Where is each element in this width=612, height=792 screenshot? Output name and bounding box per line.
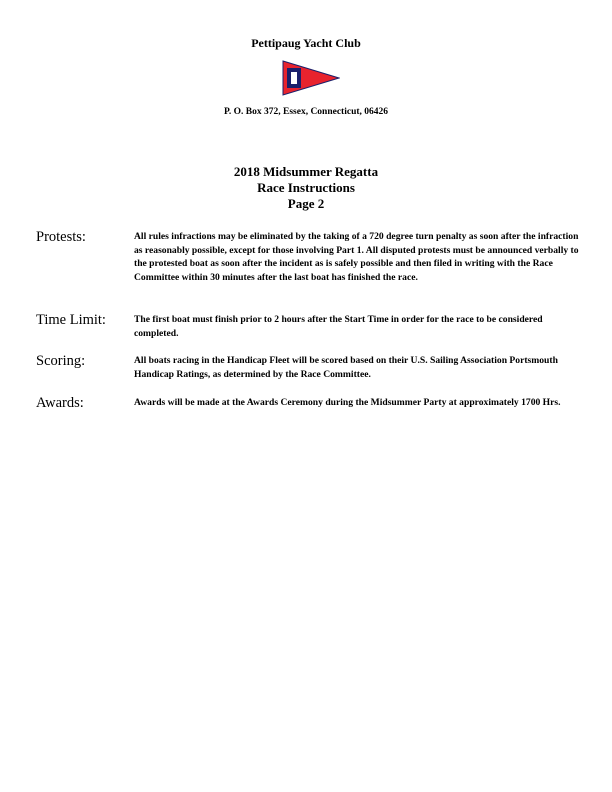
title-page-number: Page 2 [287, 196, 325, 211]
section-label: Protests: [36, 229, 86, 245]
club-name: Pettipaug Yacht Club [251, 36, 361, 50]
club-address: P. O. Box 372, Essex, Connecticut, 06426 [223, 107, 389, 117]
section-text: All boats racing in the Handicap Fleet will be scored based on their U.S. Sailing Association Portsmouth Handicap Ratings, as determined by the Race Committee. [134, 355, 558, 380]
section-label: Time Limit: [36, 312, 106, 328]
section-label: Scoring: [36, 353, 86, 369]
title-event: 2018 Midsummer Regatta [233, 164, 379, 179]
section-text: Awards will be made at the Awards Ceremony during the Midsummer Party at approximately 1700 Hrs. [134, 397, 561, 408]
title-doc-type: Race Instructions [257, 180, 355, 195]
document-title [0, 164, 612, 212]
section-text: All rules infractions may be eliminated by the taking of a 720 degree turn penalty as soon after the infraction as reasonably possible, except for those involving Part 1. All disputed protests must be announced verbally to the protested boat as soon after the incident as is safely possible and then filed in writing with the Race Committee within 30 minutes after the last boat has finished the race. [134, 231, 579, 283]
burgee-flag-icon [282, 60, 340, 96]
section-text: The first boat must finish prior to 2 hours after the Start Time in order for the race to be considered completed. [134, 314, 543, 339]
section-label: Awards: [36, 395, 84, 411]
